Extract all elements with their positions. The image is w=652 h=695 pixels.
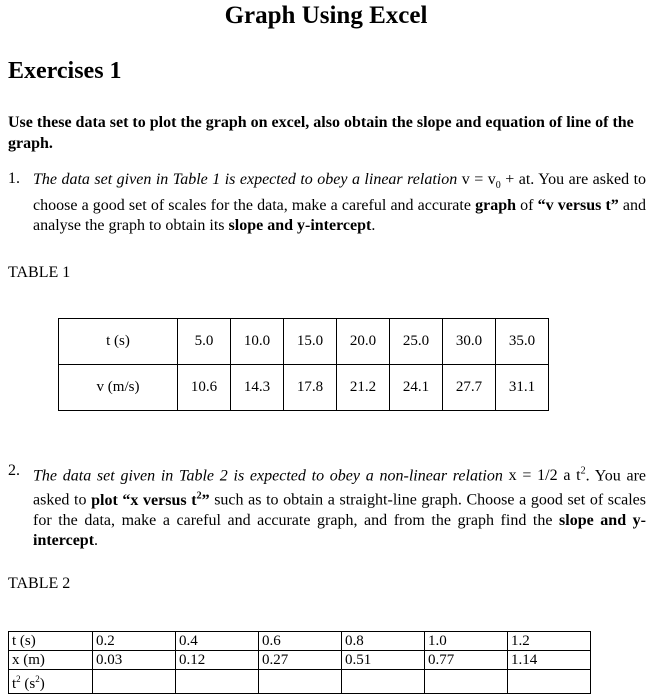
q1-relation: $v = v_0$ + at. — [461, 171, 535, 192]
table-cell: 21.2 — [337, 365, 390, 411]
q2-italic: The data set given in Table 2 is expected to obey a non-linear relation — [33, 467, 503, 485]
table-cell: 1.0 — [425, 632, 508, 651]
q1-text-d: . — [371, 217, 376, 235]
table-row — [9, 632, 591, 651]
q1-text-c: and analyse the graph to obtain its — [33, 197, 647, 235]
table-row — [59, 365, 549, 411]
q1-text-a: You are asked to choose a good set of scales for the data, make a careful and accurate — [33, 171, 647, 215]
question-2-text — [33, 462, 646, 551]
table-1-label: TABLE 1 — [8, 264, 71, 281]
q2-text-c: . — [94, 531, 99, 549]
table-cell: 5.0 — [178, 319, 231, 365]
q2-relation: x = 1/2 a $t^2$ — [508, 466, 586, 485]
table-cell: 14.3 — [231, 365, 284, 411]
q1-bold-graph: graph — [475, 197, 517, 215]
intro-instructions: Use these data set to plot the graph on excel, also obtain the slope and equation of line of the graph. — [8, 114, 634, 152]
table-2-label: TABLE 2 — [8, 575, 71, 592]
q2-text-b: such as to obtain a straight-line graph. Choose a good set of scales for the data, make a careful and accurate graph, and from the graph find the — [33, 491, 647, 529]
table-cell: 0.51 — [342, 651, 425, 670]
table-cell: 17.8 — [284, 365, 337, 411]
table-cell: 0.77 — [425, 651, 508, 670]
table-cell: 15.0 — [284, 319, 337, 365]
table-cell: 1.14 — [508, 651, 591, 670]
table-cell-empty — [425, 670, 508, 694]
table-cell: 0.12 — [176, 651, 259, 670]
table-cell: 10.6 — [178, 365, 231, 411]
table-1 — [58, 318, 549, 411]
question-1-number: 1. — [8, 170, 20, 187]
table-cell: 30.0 — [443, 319, 496, 365]
table-cell: 1.2 — [508, 632, 591, 651]
table-row — [9, 651, 591, 670]
question-1-text — [33, 170, 646, 236]
table-cell: 0.03 — [93, 651, 176, 670]
table-1-header-t: t (s) — [59, 319, 178, 365]
table-2-header-t: t (s) — [9, 632, 93, 651]
table-cell-empty — [259, 670, 342, 694]
table-row — [59, 319, 549, 365]
exercise-heading: Exercises 1 — [8, 58, 122, 84]
q1-text-b: of — [520, 197, 534, 215]
table-cell: 0.4 — [176, 632, 259, 651]
table-2 — [8, 631, 591, 694]
q1-bold-vt: “v versus t” — [537, 197, 619, 215]
table-cell: 0.27 — [259, 651, 342, 670]
table-cell-empty — [342, 670, 425, 694]
table-2-header-x: x (m) — [9, 651, 93, 670]
table-cell-empty — [176, 670, 259, 694]
q1-bold-slope: slope and y-intercept — [228, 217, 372, 235]
page-title: Graph Using Excel — [224, 2, 428, 29]
table-cell: 20.0 — [337, 319, 390, 365]
table-cell: 31.1 — [496, 365, 549, 411]
table-cell-empty — [93, 670, 176, 694]
question-2-number: 2. — [8, 462, 20, 479]
q2-bold-plot: plot “x versus $t^2$” — [91, 490, 210, 509]
table-1-header-v: v (m/s) — [59, 365, 178, 411]
table-row — [9, 670, 591, 694]
table-cell-empty — [508, 670, 591, 694]
table-cell: 35.0 — [496, 319, 549, 365]
q2-text-a: . You are asked to — [33, 467, 647, 509]
table-cell: 24.1 — [390, 365, 443, 411]
q2-bold-slope: slope and y-intercept — [33, 511, 647, 549]
table-cell: 10.0 — [231, 319, 284, 365]
table-2-header-t-squared: $t^2$ $(s^2)$ — [9, 670, 93, 694]
table-cell: 0.2 — [93, 632, 176, 651]
table-cell: 27.7 — [443, 365, 496, 411]
q1-italic: The data set given in Table 1 is expected to obey a linear relation — [33, 171, 458, 188]
table-cell: 0.8 — [342, 632, 425, 651]
table-cell: 25.0 — [390, 319, 443, 365]
table-cell: 0.6 — [259, 632, 342, 651]
